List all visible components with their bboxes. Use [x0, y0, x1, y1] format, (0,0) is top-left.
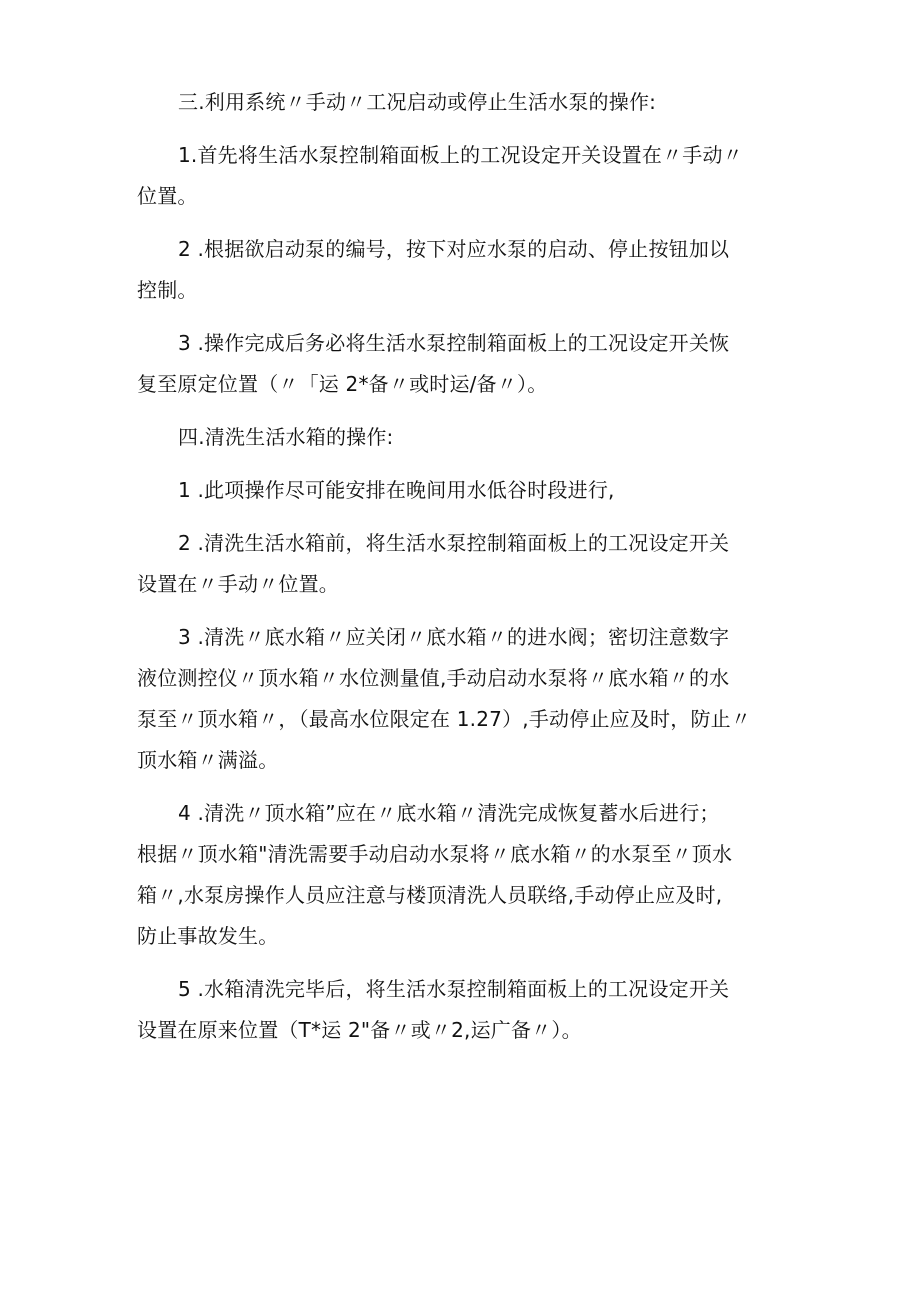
text-line: 复至原定位置（〃「运 2*备〃或时运/备〃）。	[137, 372, 548, 396]
text-line: 控制。	[137, 278, 198, 302]
text-line: 泵至〃顶水箱〃，（最高水位限定在 1.27）,手动停止应及时，防止〃	[137, 707, 752, 731]
text-line: 液位测控仪〃顶水箱〃水位测量值,手动启动水泵将〃底水箱〃的水	[137, 666, 730, 690]
paragraph-item-1	[137, 135, 785, 217]
text-line: 设置在〃手动〃位置。	[137, 572, 339, 596]
text-line: 三.利用系统〃手动〃工况启动或停止生活水泵的操作:	[178, 90, 657, 114]
text-line: 3 .操作完成后务必将生活水泵控制箱面板上的工况设定开关恢	[178, 331, 730, 355]
text-line: 3 .清洗〃底水箱〃应关闭〃底水箱〃的进水阀；密切注意数字	[178, 625, 730, 649]
text-line: 防止事故发生。	[137, 924, 279, 948]
text-line: 位置。	[137, 184, 198, 208]
text-line: 2 .根据欲启动泵的编号，按下对应水泵的启动、停止按钮加以	[178, 237, 730, 261]
text-line: 1 .此项操作尽可能安排在晚间用水低谷时段进行,	[178, 478, 615, 502]
text-line: 根据〃顶水箱"清洗需要手动启动水泵将〃底水箱〃的水泵至〃顶水	[137, 842, 733, 866]
section-heading-four	[137, 417, 785, 458]
text-line: 顶水箱〃满溢。	[137, 748, 279, 772]
section-heading-three	[137, 82, 785, 123]
paragraph-item-2	[137, 229, 785, 311]
text-line: 1.首先将生活水泵控制箱面板上的工况设定开关设置在〃手动〃	[178, 143, 743, 167]
document-body	[137, 82, 785, 1063]
paragraph-item-2	[137, 523, 785, 605]
paragraph-item-3	[137, 617, 785, 781]
text-line: 5 .水箱清洗完毕后，将生活水泵控制箱面板上的工况设定开关	[178, 977, 730, 1001]
paragraph-item-3	[137, 323, 785, 405]
paragraph-item-1	[137, 470, 785, 511]
paragraph-item-4	[137, 793, 785, 957]
text-line: 4 .清洗〃顶水箱”应在〃底水箱〃清洗完成恢复蓄水后进行；	[178, 801, 720, 825]
text-line: 四.清洗生活水箱的操作:	[178, 425, 394, 449]
text-line: 2 .清洗生活水箱前，将生活水泵控制箱面板上的工况设定开关	[178, 531, 730, 555]
text-line: 箱〃,水泵房操作人员应注意与楼顶清洗人员联络,手动停止应及时,	[137, 883, 723, 907]
paragraph-item-5	[137, 969, 785, 1051]
text-line: 设置在原来位置（T*运 2"备〃或〃2,运广备〃）。	[137, 1018, 582, 1042]
